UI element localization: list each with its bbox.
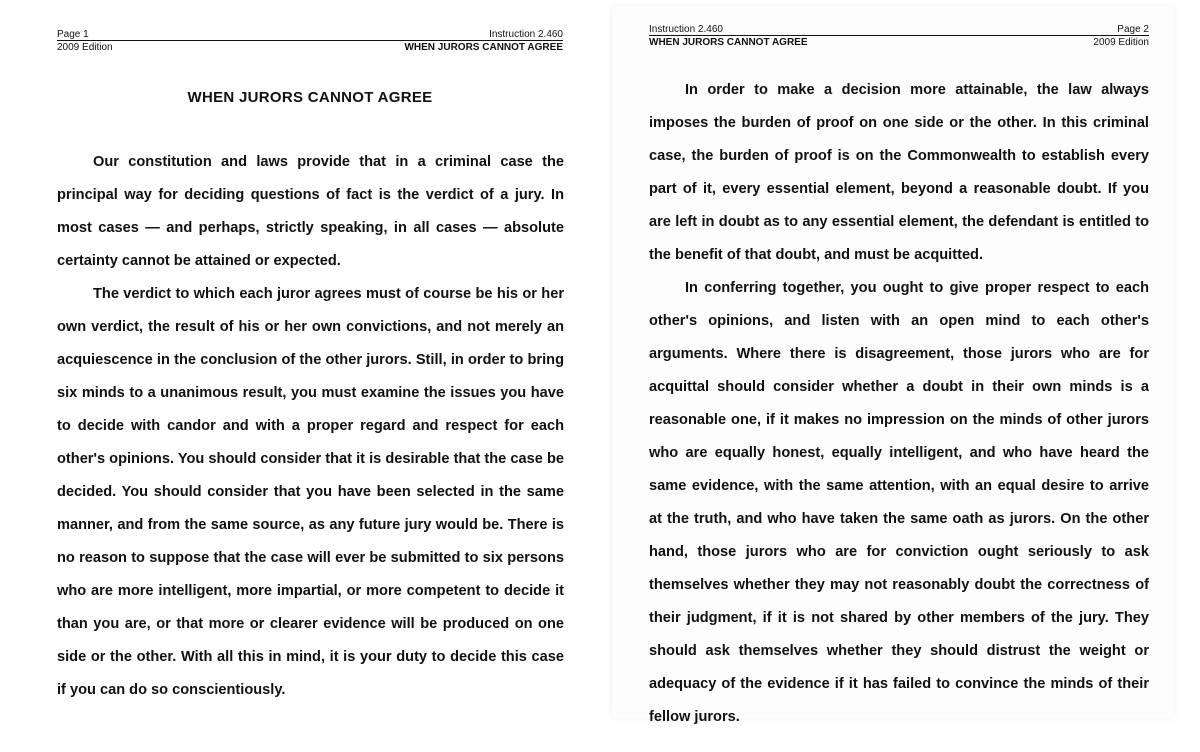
- instruction-number: Instruction 2.460: [649, 24, 723, 35]
- paragraph: The verdict to which each juror agrees must of course be his or her own verdict, the result of his or her own convictions, and not merely an acquiescence in the conclusion of the other jurors. Still, in order to bring six minds to a unanimous result, you must examine the issues you have to decide with candor and with a proper regard and respect for each other's opinions. You should consider that it is desirable that the case be decided. You should consider that you have been selected in the same manner, and from the same source, as any future jury would be. There is no reason to suppose that the case will ever be submitted to six persons who are more intelligent, more impartial, or more competent to decide it than you are, or that more or clearer evidence will be produced on one side or the other. With all this in mind, it is your duty to decide this case if you can do so conscientiously.: [57, 286, 564, 698]
- page-number: Page 2: [1117, 24, 1149, 35]
- running-title: WHEN JURORS CANNOT AGREE: [404, 42, 563, 53]
- header-rule: [57, 40, 563, 41]
- page-number: Page 1: [57, 29, 89, 40]
- paragraph: In order to make a decision more attainable, the law always imposes the burden of proof on one side or the other. In this criminal case, the burden of proof is on the Commonwealth to establish every part of it, every essential element, beyond a reasonable doubt. If you are left in doubt as to any essential element, the defendant is entitled to the benefit of that doubt, and must be acquitted.: [649, 82, 1149, 263]
- page-title: WHEN JURORS CANNOT AGREE: [187, 89, 433, 106]
- header-rule: [649, 35, 1149, 36]
- instruction-number: Instruction 2.460: [489, 29, 563, 40]
- body-text: [57, 146, 564, 707]
- paragraph: Our constitution and laws provide that in a criminal case the principal way for deciding questions of fact is the verdict of a jury. In most cases — and perhaps, strictly speaking, in all cases — absolute certainty cannot be attained or expected.: [57, 154, 564, 269]
- paragraph: In conferring together, you ought to give proper respect to each other's opinions, and listen with an open mind to each other's arguments. Where there is disagreement, those jurors who are for acquittal should consider whether a doubt in their own minds is a reasonable one, if it makes no impression on the minds of other jurors who are equally honest, equally intelligent, and who have heard the same evidence, with the same attention, with an equal desire to arrive at the truth, and who have taken the same oath as jurors. On the other hand, those jurors who are for conviction ought seriously to ask themselves whether they may not reasonably doubt the correctness of their judgment, if it is not shared by other members of the jury. They should ask themselves whether they should distrust the weight or adequacy of the evidence if it has failed to convince the minds of their fellow jurors.: [649, 280, 1149, 725]
- edition-label: 2009 Edition: [1093, 37, 1149, 48]
- running-title: WHEN JURORS CANNOT AGREE: [649, 37, 808, 48]
- body-text: [649, 74, 1149, 734]
- document-page-2: [612, 6, 1174, 725]
- edition-label: 2009 Edition: [57, 42, 113, 53]
